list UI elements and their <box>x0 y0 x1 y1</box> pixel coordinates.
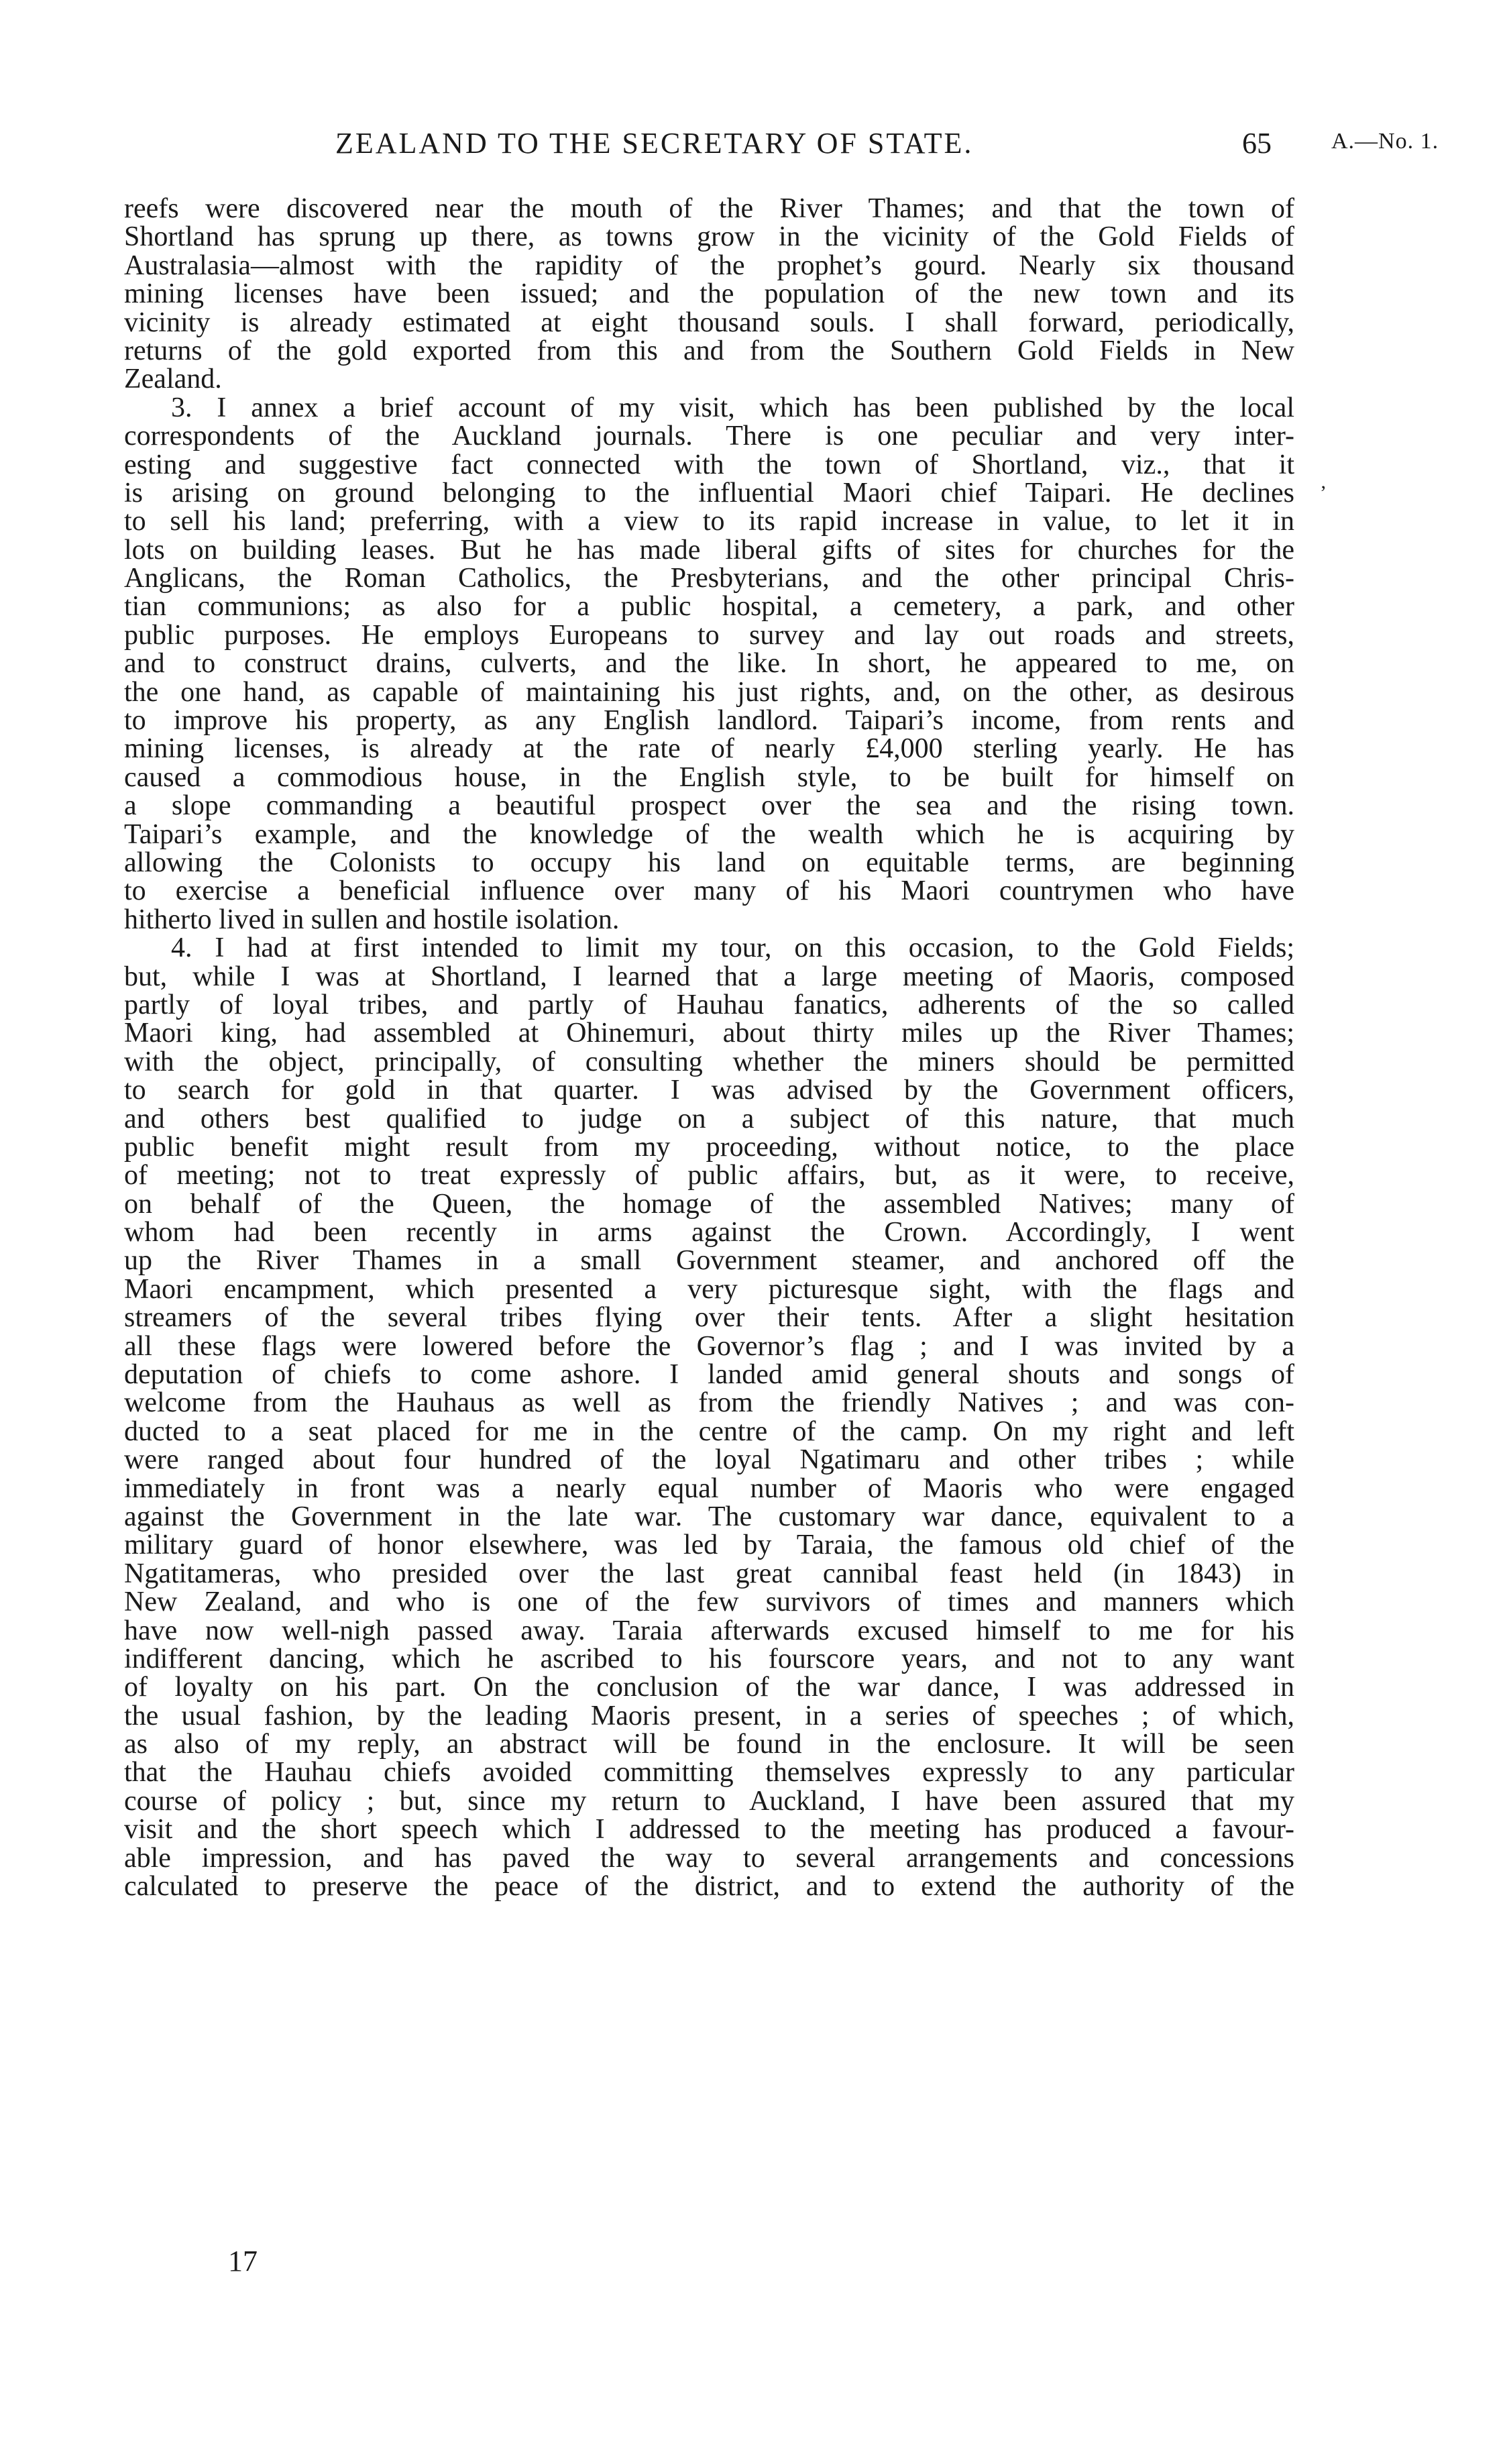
text-line: on behalf of the Queen, the homage of the assembled Natives; many of <box>124 1188 1294 1220</box>
text-line: against the Government in the late war. The customary war dance, equivalent to a <box>124 1501 1294 1532</box>
page-number: 65 <box>1242 127 1272 160</box>
text-line: but, while I was at Shortland, I learned that a large meeting of Maoris, composed <box>124 961 1294 992</box>
text-line: indifferent dancing, which he ascribed to his fourscore years, and not to any want <box>124 1643 1294 1674</box>
text-line: Maori king, had assembled at Ohinemuri, about thirty miles up the River Thames; <box>124 1018 1294 1049</box>
text-line: with the object, principally, of consulting whether the miners should be permitted <box>124 1046 1294 1077</box>
text-line: Ngatitameras, who presided over the last great cannibal feast held (in 1843) in <box>124 1558 1294 1589</box>
text-line: is arising on ground belonging to the influential Maori chief Taipari. He declines <box>124 477 1294 508</box>
paragraph-4-start: 4. I had at first intended to limit my tour, on this occasion, to the Gold Fields; <box>171 932 1294 964</box>
text-line: welcome from the Hauhaus as well as from the friendly Natives ; and was con- <box>124 1387 1294 1419</box>
text-line: as also of my reply, an abstract will be found in the enclosure. It will be seen <box>124 1729 1294 1760</box>
paragraph-3-start: 3. I annex a brief account of my visit, which has been published by the local <box>171 392 1294 423</box>
text-line: returns of the gold exported from this and from the Southern Gold Fields in New <box>124 335 1294 366</box>
text-line: that the Hauhau chiefs avoided committing themselves expressly to any particular <box>124 1757 1294 1788</box>
body-text <box>124 193 1294 1903</box>
text-line: the one hand, as capable of maintaining his just rights, and, on the other, as desirous <box>124 676 1294 708</box>
text-line: correspondents of the Auckland journals. There is one peculiar and very inter- <box>124 421 1294 452</box>
text-line: Anglicans, the Roman Catholics, the Presbyterians, and the other principal Chris- <box>124 563 1294 594</box>
text-line: deputation of chiefs to come ashore. I landed amid general shouts and songs of <box>124 1359 1294 1391</box>
page-header <box>0 126 1505 166</box>
text-line: calculated to preserve the peace of the district, and to extend the authority of the <box>124 1871 1294 1903</box>
text-line: course of policy ; but, since my return to Auckland, I have been assured that my <box>124 1785 1294 1817</box>
text-line: mining licenses, is already at the rate of nearly £4,000 sterling yearly. He has <box>124 733 1294 765</box>
text-line: to search for gold in that quarter. I was advised by the Government officers, <box>124 1075 1294 1106</box>
text-line: and to construct drains, culverts, and the like. In short, he appeared to me, on <box>124 648 1294 680</box>
text-line: a slope commanding a beautiful prospect over the sea and the rising town. <box>124 790 1294 822</box>
text-line: Australasia—almost with the rapidity of the prophet’s gourd. Nearly six thousand <box>124 250 1294 281</box>
text-line: of loyalty on his part. On the conclusion of the war dance, I was addressed in <box>124 1672 1294 1703</box>
text-line: have now well-nigh passed away. Taraia afterwards excused himself to me for his <box>124 1615 1294 1646</box>
text-line: visit and the short speech which I addressed to the meeting has produced a favour- <box>124 1814 1294 1845</box>
text-line: were ranged about four hundred of the loyal Ngatimaru and other tribes ; while <box>124 1444 1294 1476</box>
text-line: tian communions; as also for a public hospital, a cemetery, a park, and other <box>124 591 1294 623</box>
text-line: reefs were discovered near the mouth of the River Thames; and that the town of <box>124 193 1294 224</box>
text-line: ducted to a seat placed for me in the centre of the camp. On my right and left <box>124 1415 1294 1447</box>
text-line: allowing the Colonists to occupy his land on equitable terms, are beginning <box>124 847 1294 878</box>
text-line: the usual fashion, by the leading Maoris present, in a series of speeches ; of which, <box>124 1700 1294 1731</box>
text-line: all these flags were lowered before the Governor’s flag ; and I was invited by a <box>124 1330 1294 1362</box>
text-line: immediately in front was a nearly equal number of Maoris who were engaged <box>124 1472 1294 1504</box>
text-line: lots on building leases. But he has made liberal gifts of sites for churches for the <box>124 534 1294 566</box>
text-line: able impression, and has paved the way to several arrangements and concessions <box>124 1842 1294 1874</box>
text-line: esting and suggestive fact connected with the town of Shortland, viz., that it <box>124 449 1294 480</box>
text-line: whom had been recently in arms against the Crown. Accordingly, I went <box>124 1217 1294 1248</box>
text-line: to sell his land; preferring, with a view to its rapid increase in value, to let it in <box>124 506 1294 537</box>
text-line: Taipari’s example, and the knowledge of the wealth which he is acquiring by <box>124 818 1294 850</box>
text-line: New Zealand, and who is one of the few survivors of times and manners which <box>124 1587 1294 1618</box>
text-line: public purposes. He employs Europeans to survey and lay out roads and streets, <box>124 619 1294 651</box>
text-line: caused a commodious house, in the English style, to be built for himself on <box>124 761 1294 793</box>
text-line: and others best qualified to judge on a subject of this nature, that much <box>124 1103 1294 1134</box>
text-line: Maori encampment, which presented a very picturesque sight, with the flags and <box>124 1273 1294 1305</box>
text-line: to improve his property, as any English landlord. Taipari’s income, from rents and <box>124 705 1294 737</box>
text-line: hitherto lived in sullen and hostile isolation. <box>124 904 620 935</box>
text-line: military guard of honor elsewhere, was led by Taraia, the famous old chief of the <box>124 1530 1294 1561</box>
document-reference: A.—No. 1. <box>1331 129 1439 154</box>
text-line: to exercise a beneficial influence over many of his Maori countrymen who have <box>124 875 1294 907</box>
text-line: streamers of the several tribes flying over their tents. After a slight hesitation <box>124 1302 1294 1334</box>
text-line: up the River Thames in a small Government steamer, and anchored off the <box>124 1245 1294 1277</box>
text-line: mining licenses have been issued; and the population of the new town and its <box>124 278 1294 310</box>
text-line: Zealand. <box>124 364 222 395</box>
text-line: public benefit might result from my proceeding, without notice, to the place <box>124 1131 1294 1163</box>
text-line: of meeting; not to treat expressly of public affairs, but, as it were, to receive, <box>124 1160 1294 1191</box>
signature-mark: 17 <box>228 2245 258 2278</box>
text-line: Shortland has sprung up there, as towns grow in the vicinity of the Gold Fields of <box>124 221 1294 253</box>
margin-mark: ’ <box>1320 482 1327 504</box>
text-line: partly of loyal tribes, and partly of Hauhau fanatics, adherents of the so called <box>124 989 1294 1020</box>
running-title: ZEALAND TO THE SECRETARY OF STATE. <box>335 127 974 160</box>
text-line: vicinity is already estimated at eight thousand souls. I shall forward, periodically, <box>124 307 1294 338</box>
